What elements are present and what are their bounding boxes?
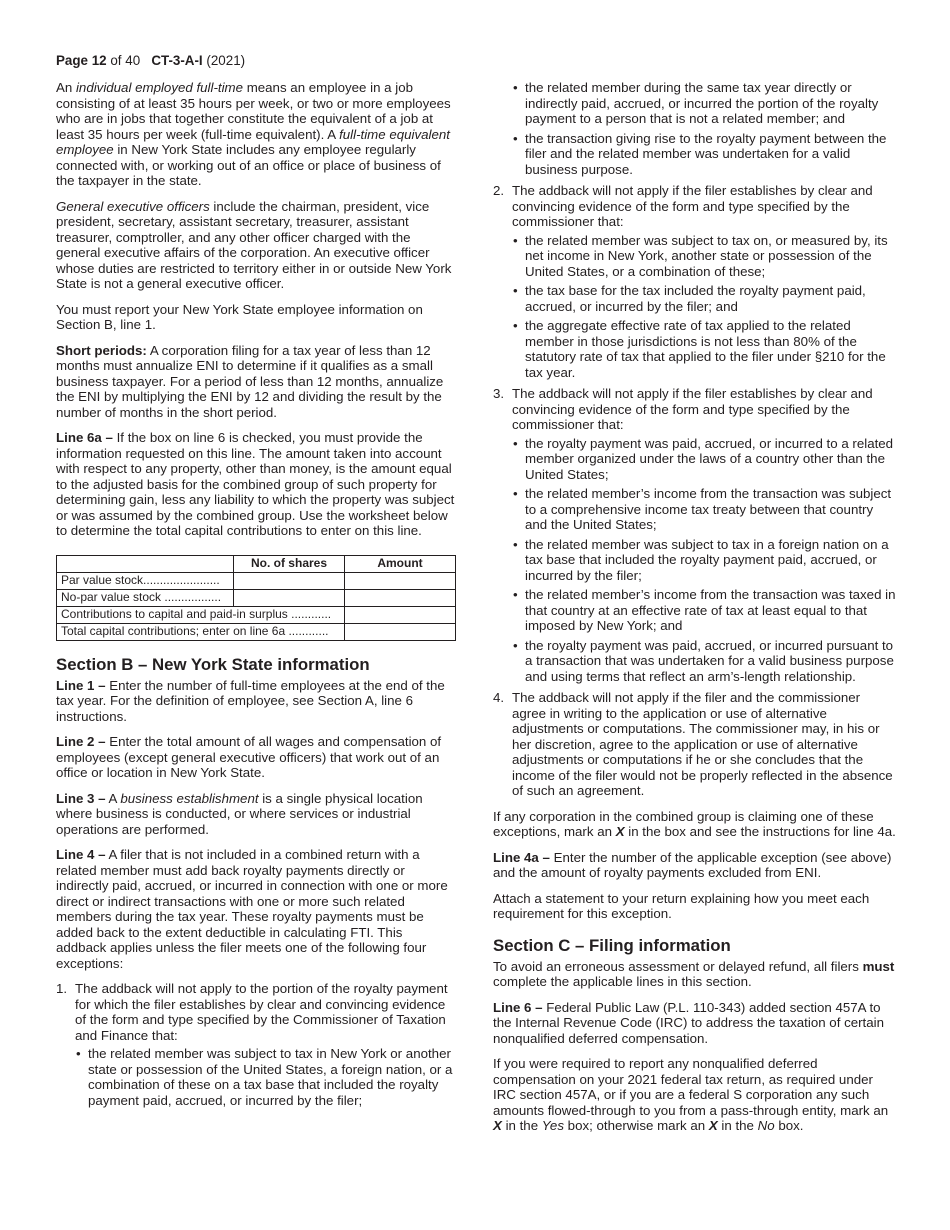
paragraph-deferred-compensation: If you were required to report any nonqualified deferred compensation on your 2021 federal tax return, as required under IRC section 457A, or if you are a federal S corporation any such amounts flowed-through to you from a pass-through entity, mark an X in the Yes box; otherwise mark an X in the No box. bbox=[493, 1056, 889, 1133]
list-item: • the related member was subject to tax in New York or another state or possession of the United States, a foreign nation, or a combination of these on a tax base that included the royalty payment paid, accrued, or incurred by the filer; bbox=[75, 1046, 456, 1108]
row-par-value-stock: Par value stock....................... bbox=[57, 572, 234, 589]
page-number: Page 12 bbox=[56, 53, 107, 68]
list-item: • the royalty payment was paid, accrued, or incurred to a related member organized under the laws of a country other than the United States; bbox=[512, 436, 897, 483]
exception-2: 2. The addback will not apply if the filer establishes by clear and convincing evidence of the form and type specified by the commissioner that: • the related member was subject to tax on, or measured by, its net income in New York, another state or possession of the United States, or a combination of these; • the tax base for the tax included the royalty payment paid, accrued, or incurred by the filer; and • the aggregate effective rate of tax applied to the related member in those jurisdictions is not less than 80% of the statutory rate of tax that applied to the filer under §210 for the tax year. bbox=[493, 183, 897, 380]
exception-4: 4. The addback will not apply if the filer and the commissioner agree in writing to the application or use of alternative adjustments or computations. The commissioner may, in his or her discretion, agree to the application or use of alternative adjustments or computations if he or she concludes that the income of the filer would not be properly reflected in the absence of such an agreement. bbox=[493, 690, 893, 798]
paragraph-line-6a: Line 6a – If the box on line 6 is checked, you must provide the information requested on this line. The amount taken into account with respect to any property, other than money, is the amount equal to the adjusted basis for the combined group of such property for determining gain, less any liability to which the property was subject or was assumed by the combined group. Use the worksheet below to determine the total capital contributions to enter on this line. bbox=[56, 430, 455, 538]
paragraph-line-3: Line 3 – A business establishment is a single physical location where business is conducted, or where services or industrial operations are performed. bbox=[56, 790, 423, 837]
list-item: • the tax base for the tax included the royalty payment paid, accrued, or incurred by the filer; and bbox=[512, 283, 897, 314]
paragraph-full-time: An individual employed full-time means an employee in a job consisting of at least 35 hours per week, or two or more employees who are in jobs that together constitute the equivalent of a job at least 35 hours per week (full-time equivalent). A full-time equivalent employee in New York State includes any employee regularly connected with, or working out of an office or place of business of the taxpayer in the state. bbox=[56, 80, 451, 188]
no-par-shares-field[interactable] bbox=[234, 589, 345, 606]
row-total-contributions: Total capital contributions; enter on line 6a ............ bbox=[57, 623, 345, 640]
table-header-row bbox=[57, 555, 456, 572]
row-no-par-value-stock: No-par value stock ................. bbox=[57, 589, 234, 606]
col-amount: Amount bbox=[345, 555, 456, 572]
exception-3: 3. The addback will not apply if the filer establishes by clear and convincing evidence of the form and type specified by the commissioner that: • the royalty payment was paid, accrued, or incurred to a related member organized under the laws of a country other than the United States; • the related member’s income from the transaction was subject to a comprehensive income tax treaty between that country and the United States; • the related member was subject to tax in a foreign nation on a tax base that included the royalty payment paid, accrued, or incurred by the filer; • the related member’s income from the transaction was taxed in that country at an effective rate of tax at least equal to that imposed by New York; and • the royalty payment was paid, accrued, or incurred pursuant to a transaction that was undertaken for a valid business purpose and using terms that reflect an arm’s-length relationship. bbox=[493, 386, 897, 684]
paragraph-section-c-intro: To avoid an erroneous assessment or delayed refund, all filers must complete the applicable lines in this section. bbox=[493, 958, 895, 989]
par-shares-field[interactable] bbox=[234, 572, 345, 589]
contributions-amount-field[interactable] bbox=[345, 606, 456, 623]
list-item: • the related member during the same tax year directly or indirectly paid, accrued, or incurred the portion of the royalty payment to a person that is not a related member; and bbox=[512, 80, 897, 127]
total-amount-field[interactable] bbox=[345, 623, 456, 640]
left-column bbox=[56, 80, 456, 1118]
paragraph-claiming-exception: If any corporation in the combined group is claiming one of these exceptions, mark an X in the box and see the instructions for line 4a. bbox=[493, 808, 896, 839]
form-number: CT-3-A-I bbox=[151, 53, 203, 68]
col-no-of-shares: No. of shares bbox=[234, 555, 345, 572]
capital-contributions-worksheet bbox=[56, 555, 456, 641]
par-amount-field[interactable] bbox=[345, 572, 456, 589]
right-column bbox=[493, 80, 897, 1144]
table-row bbox=[57, 623, 456, 640]
paragraph-line-6: Line 6 – Federal Public Law (P.L. 110-343) added section 457A to the Internal Revenue Code (IRC) to address the taxation of certain nonqualified deferred compensation. bbox=[493, 999, 884, 1046]
table-row bbox=[57, 589, 456, 606]
list-item: • the related member was subject to tax on, or measured by, its net income in New York, another state or possession of the United States, or a combination of these; bbox=[512, 233, 897, 280]
paragraph-attach-statement: Attach a statement to your return explaining how you meet each requirement for this exception. bbox=[493, 890, 870, 921]
list-item: • the royalty payment was paid, accrued, or incurred pursuant to a transaction that was undertaken for a valid business purpose and using terms that reflect an arm’s-length relationship. bbox=[512, 638, 897, 685]
table-row bbox=[57, 606, 456, 623]
page-header bbox=[56, 53, 245, 69]
list-item: • the transaction giving rise to the royalty payment between the filer and the related member was undertaken for a valid business purpose. bbox=[512, 131, 897, 178]
page-total: of 40 bbox=[110, 53, 141, 68]
section-b-title: Section B – New York State information bbox=[56, 654, 370, 674]
exceptions-list bbox=[56, 981, 456, 1108]
list-item: • the related member’s income from the transaction was taxed in that country at an effective rate of tax at least equal to that imposed by New York; and bbox=[512, 587, 897, 634]
paragraph-line-4: Line 4 – A filer that is not included in a combined return with a related member must add back royalty payments directly or indirectly paid, accrued, or incurred in connection with one or more direct or indirect transactions with one or more such related members during the tax year. These royalty payments must be added back to the extent deductible in calculating FTI. This addback applies unless the filer meets one of the following four exceptions: bbox=[56, 847, 448, 971]
section-c-title: Section C – Filing information bbox=[493, 935, 731, 955]
exceptions-list-continued bbox=[493, 183, 897, 799]
row-contributions: Contributions to capital and paid-in surplus ............ bbox=[57, 606, 345, 623]
list-item: • the aggregate effective rate of tax applied to the related member in those jurisdictions is not less than 80% of the statutory rate of tax that applied to the filer under §210 for the tax year. bbox=[512, 318, 897, 380]
list-item: • the related member was subject to tax in a foreign nation on a tax base that included the royalty payment paid, accrued, or incurred by the filer; bbox=[512, 537, 897, 584]
no-par-amount-field[interactable] bbox=[345, 589, 456, 606]
paragraph-line-1: Line 1 – Enter the number of full-time employees at the end of the tax year. For the definition of employee, see Section A, line 6 instructions. bbox=[56, 677, 445, 724]
paragraph-line-4a: Line 4a – Enter the number of the applicable exception (see above) and the amount of royalty payments excluded from ENI. bbox=[493, 849, 892, 880]
paragraph-report-employee: You must report your New York State employee information on Section B, line 1. bbox=[56, 301, 423, 332]
table-row bbox=[57, 572, 456, 589]
exception-1: 1. The addback will not apply to the portion of the royalty payment for which the filer establishes by clear and convincing evidence of the form and type specified by the Commissioner of Taxation and Finance that: • the related member was subject to tax in New York or another state or possession of the United States, a foreign nation, or a combination of these on a tax base that included the royalty payment paid, accrued, or incurred by the filer; bbox=[56, 981, 456, 1108]
list-item: • the related member’s income from the transaction was subject to a comprehensive income tax treaty between that country and the United States; bbox=[512, 486, 897, 533]
form-year: (2021) bbox=[206, 53, 246, 68]
paragraph-executive-officers: General executive officers include the chairman, president, vice president, secretary, assistant secretary, treasurer, assistant treasurer, comptroller, and any other officer charged with the general executive affairs of the corporation. An executive officer whose duties are restricted to territory either in or outside New York State is not a general executive officer. bbox=[56, 198, 452, 291]
paragraph-short-periods: Short periods: A corporation filing for a tax year of less than 12 months must annualize ENI to determine if it qualifies as a small business taxpayer. For a period of less than 12 months, annualize the ENI by multiplying the ENI by 12 and dividing the result by the number of months in the short period. bbox=[56, 342, 444, 420]
exception-1-continued bbox=[512, 80, 897, 177]
paragraph-line-2: Line 2 – Enter the total amount of all wages and compensation of employees (except general executive officers) that work out of an office or location in New York State. bbox=[56, 734, 442, 780]
